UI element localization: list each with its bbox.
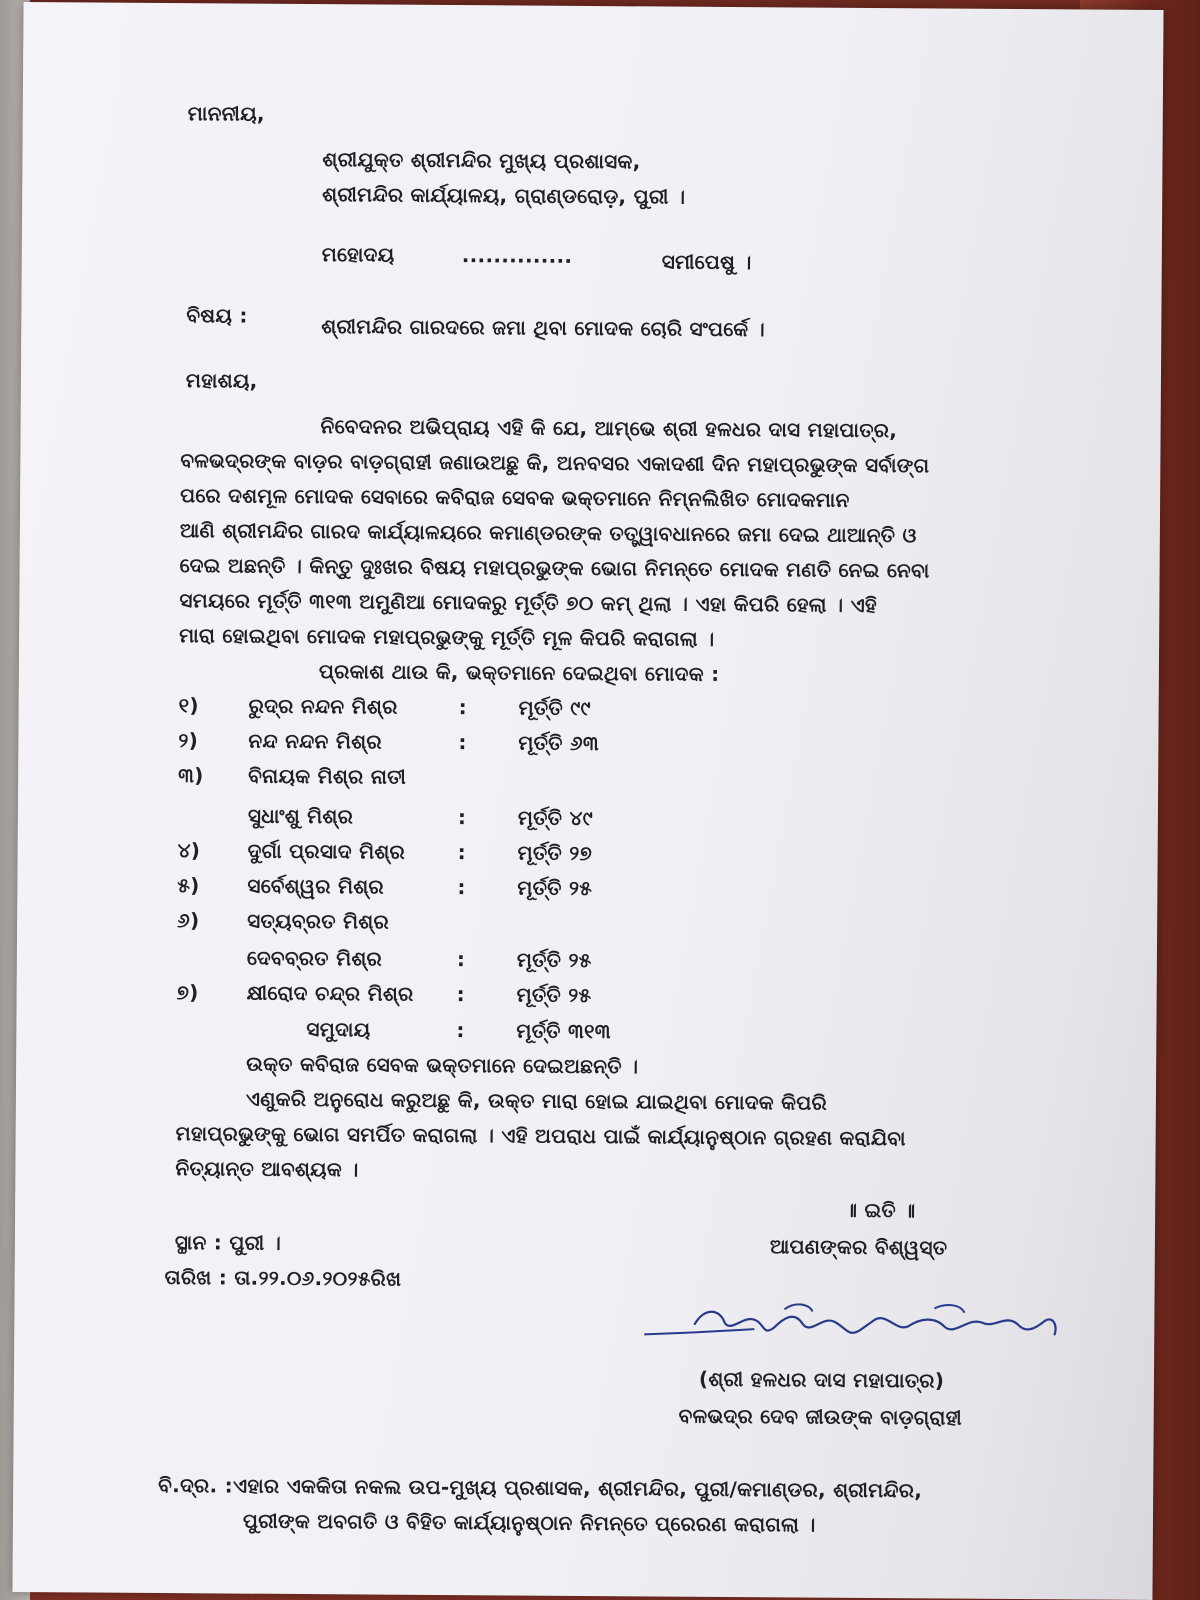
list-item-count: ମୂର୍ତ୍ତି ୬୩: [518, 730, 600, 756]
list-item-number: ୩): [178, 763, 204, 788]
list-item-colon: :: [456, 982, 466, 1007]
addressee-line-2: ଶ୍ରୀମନ୍ଦିର କାର୍ଯ୍ୟାଳୟ, ଗ୍ରାଣ୍ଡରୋଡ଼, ପୁରୀ ।: [322, 182, 686, 209]
body-line-7: ମାରା ହୋଇଥିବା ମୋଦକ ମହାପ୍ରଭୁଙ୍କୁ ମୂର୍ତ୍ତି ମୂଳ କିପରି କରାଗଲା ।: [179, 623, 715, 651]
letter-document: [12, 2, 1163, 1600]
list-item-number: ୪): [177, 838, 201, 863]
list-item-name: ବିନାୟକ ମିଶ୍ର ନାତୀ: [248, 763, 407, 789]
signature: [634, 1296, 1064, 1359]
list-item-name: କ୍ଷୀରୋଦ ଚନ୍ଦ୍ର ମିଶ୍ର: [246, 980, 414, 1006]
request-line-2: ମହାପ୍ରଭୁଙ୍କୁ ଭୋଗ ସମର୍ପିତ କରାଗଲା । ଏହି ଅପରାଧ ପାଇଁ କାର୍ଯ୍ୟାନୁଷ୍ଠାନ ଗ୍ରହଣ କରାଯିବା: [175, 1121, 906, 1151]
list-item-name: ଦେବବ୍ରତ ମିଶ୍ର: [246, 945, 383, 971]
request-line-1: ଏଣୁକରି ଅନୁରୋଧ କରୁଅଛୁ କି, ଉକ୍ତ ମାରା ହୋଇ ଯାଇଥିବା ମୋଦକ କିପରି: [245, 1086, 828, 1115]
list-item-number: ୭): [176, 980, 199, 1005]
list-item-number: ୬): [177, 908, 200, 933]
list-item-count: ମୂର୍ତ୍ତି ୨୭: [517, 840, 593, 866]
list-item-name: ସତ୍ୟବ୍ରତ ମିଶ୍ର: [247, 908, 390, 934]
body-line-4: ଆଣି ଶ୍ରୀମନ୍ଦିର ଗାରଦ କାର୍ଯ୍ୟାଳୟରେ କମାଣ୍ଡରଙ୍କ ତତ୍ତ୍ୱାବଧାନରେ ଜମା ଦେଇ ଥାଆନ୍ତି ଓ: [179, 518, 917, 548]
subject-label: ବିଷୟ :: [186, 303, 248, 328]
yours-faithfully: ଆପଣଙ୍କର ବିଶ୍ୱସ୍ତ: [769, 1234, 948, 1260]
note-line-2: ପୁରୀଙ୍କ ଅବଗତି ଓ ବିହିତ କାର୍ଯ୍ୟାନୁଷ୍ଠାନ ନିମନ୍ତେ ପ୍ରେରଣ କରାଗଲା ।: [242, 1508, 816, 1537]
body-line-3: ପରେ ଦଶମୂଳ ମୋଦକ ସେବାରେ କବିରାଜ ସେବକ ଭକ୍ତମାନେ ନିମ୍ନଲିଖିତ ମୋଦକମାନ: [180, 483, 850, 512]
note-line-1: ବି.ଦ୍ର. :ଏହାର ଏକକିତା ନକଲ ଉପ-ମୁଖ୍ୟ ପ୍ରଶାସକ, ଶ୍ରୀମନ୍ଦିର, ପୁରୀ/କମାଣ୍ଡର, ଶ୍ରୀମନ୍ଦିର,: [158, 1473, 923, 1503]
body-line-6: ସମୟରେ ମୂର୍ତ୍ତି ୩୧୩ ଅମୁଣିଆ ମୋଦକରୁ ମୂର୍ତ୍ତି ୭୦ କମ୍ ଥିଲା । ଏହା କିପରି ହେଲା । ଏହି: [179, 588, 878, 618]
body-line-1: ନିବେଦନର ଅଭିପ୍ରାୟ ଏହି କି ଯେ, ଆମ୍ଭେ ଶ୍ରୀ ହଳଧର ଦାସ ମହାପାତ୍ର,: [320, 414, 898, 443]
letter-paper: [12, 2, 1163, 1600]
list-intro: ପ୍ରକାଶ ଥାଉ କି, ଭକ୍ତମାନେ ଦେଇଥିବା ମୋଦକ :: [318, 659, 720, 686]
subject-text: ଶ୍ରୀମନ୍ଦିର ଗାରଦରେ ଜମା ଥିବା ମୋଦକ ଚୋରି ସଂପର୍କେ ।: [321, 314, 766, 342]
list-item-number: ୧): [178, 693, 199, 718]
list-item-name: ସର୍ବେଶ୍ୱର ମିଶ୍ର: [247, 873, 384, 899]
mahodaya: ମହୋଦୟ: [321, 242, 395, 267]
list-item-colon: :: [458, 695, 468, 720]
list-item-name: ଦୁର୍ଗା ପ୍ରସାଦ ମିଶ୍ର: [247, 838, 406, 864]
list-item-name: ରୁଦ୍ର ନନ୍ଦନ ମିଶ୍ର: [248, 693, 398, 719]
place: ସ୍ଥାନ : ପୁରୀ ।: [174, 1230, 282, 1255]
list-item-colon: :: [457, 805, 467, 830]
request-line-3: ନିତ୍ୟାନ୍ତ ଆବଶ୍ୟକ ।: [175, 1156, 359, 1182]
list-item-number: ୨): [178, 728, 199, 753]
list-item-name: ନନ୍ଦ ନନ୍ଦନ ମିଶ୍ର: [248, 728, 382, 754]
date: ତାରିଖ : ତା.୨୨.୦୬.୨୦୨୫ରିଖ: [164, 1265, 402, 1291]
signer-title: ବଳଭଦ୍ର ଦେବ ଜୀଉଙ୍କ ବାଡ଼ଗ୍ରାହୀ: [678, 1403, 963, 1430]
iti: ॥ ଇତି ॥: [845, 1197, 916, 1223]
list-item-count: ମୂର୍ତ୍ତି ୨୫: [517, 875, 593, 901]
total-count: ମୂର୍ତ୍ତି ୩୧୩: [516, 1018, 611, 1044]
body-line-2: ବଳଭଦ୍ରଙ୍କ ବାଡ଼ର ବାଡ଼ଗ୍ରାହୀ ଜଣାଉଅଛୁ କି, ଅନବସର ଏକାଦଶୀ ଦିନ ମହାପ୍ରଭୁଙ୍କ ସର୍ବାଙ୍ଗ: [180, 448, 930, 478]
list-item-colon: :: [457, 875, 466, 900]
after-list-text: ଉକ୍ତ କବିରାଜ ସେବକ ଭକ୍ତମାନେ ଦେଇଅଛନ୍ତି ।: [246, 1051, 639, 1079]
list-item-colon: :: [457, 840, 467, 865]
dots: ..............: [461, 243, 573, 268]
greeting: ମହାଶୟ,: [185, 368, 258, 393]
body-line-5: ଦେଇ ଅଛନ୍ତି । କିନ୍ତୁ ଦୁଃଖର ବିଷୟ ମହାପ୍ରଭୁଙ୍କ ଭୋଗ ନିମନ୍ତେ ମୋଦକ ମଣତି ନେଇ ନେବା: [179, 553, 930, 583]
list-item-colon: :: [456, 947, 466, 972]
total-colon: :: [456, 1018, 465, 1043]
addressee-line-1: ଶ୍ରୀଯୁକ୍ତ ଶ୍ରୀମନ୍ଦିର ମୁଖ୍ୟ ପ୍ରଶାସକ,: [322, 147, 641, 174]
list-item-count: ମୂର୍ତ୍ତି ୪୯: [517, 805, 593, 831]
list-item-name: ସୁଧାଂଶୁ ମିଶ୍ର: [247, 803, 354, 829]
list-item-count: ମୂର୍ତ୍ତି ୯୯: [518, 695, 591, 721]
total-label: ସମୁଦାୟ: [306, 1017, 371, 1042]
list-item-count: ମୂର୍ତ୍ତି ୨୫: [516, 947, 592, 973]
salutation: ମାନନୀୟ,: [187, 101, 265, 126]
list-item-number: ୫): [177, 873, 200, 898]
list-item-colon: :: [458, 730, 467, 755]
list-item-count: ମୂର୍ତ୍ତି ୨୫: [516, 982, 592, 1008]
signer-name: (ଶ୍ରୀ ହଳଧର ଦାସ ମହାପାତ୍ର): [698, 1366, 945, 1393]
samipeshu: ସମୀପେଷୁ ।: [661, 249, 752, 275]
